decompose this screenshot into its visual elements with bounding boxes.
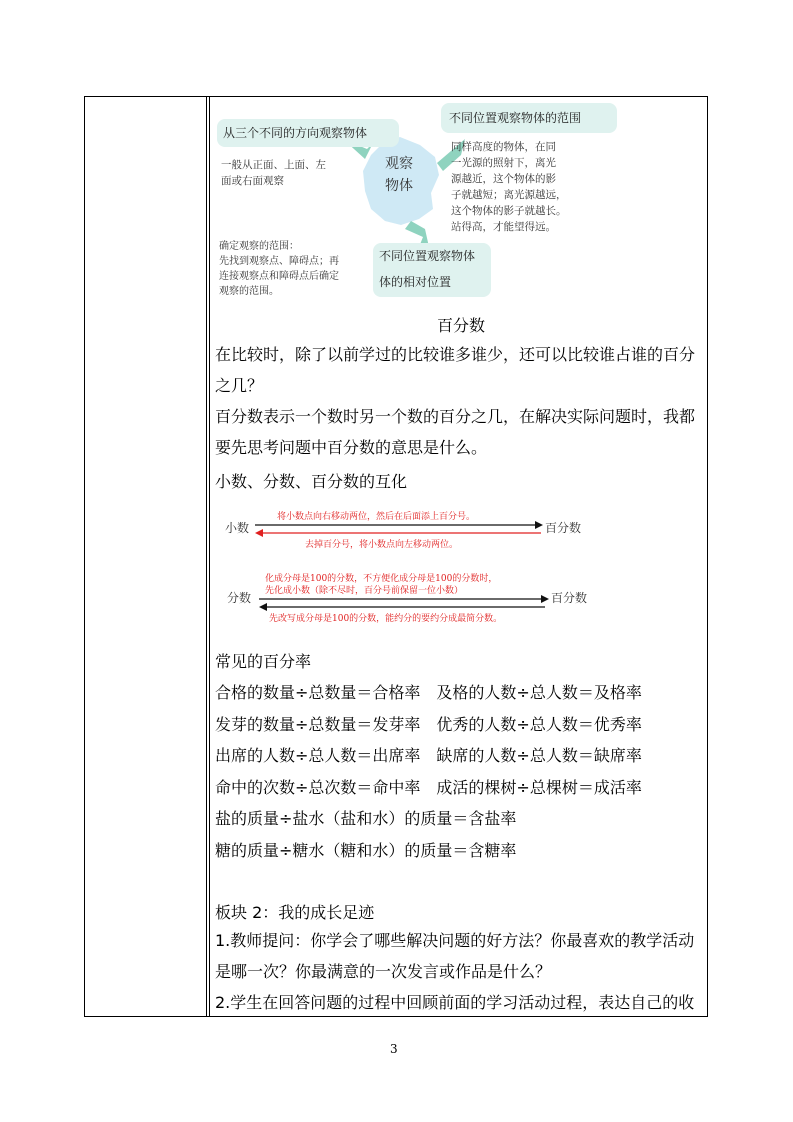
rule-fraction-to-percent-2: 先化成小数（除不尽时，百分号前保留一位小数）	[265, 586, 464, 596]
rate-line: 命中的次数÷总次数＝命中率 成活的棵树÷总棵树＝成活率	[215, 778, 642, 797]
lesson-table	[84, 96, 708, 1017]
note-left: 一般从正面、上面、左 面或右面观察	[221, 159, 326, 187]
label-decimal: 小数	[225, 521, 250, 535]
rate-line: 出席的人数÷总人数＝出席率 缺席的人数÷总人数＝缺席率	[215, 746, 642, 765]
rate-line: 盐的质量÷盐水（盐和水）的质量＝含盐率	[215, 809, 517, 828]
rule-fraction-to-percent-1: 化成分母是100的分数，不方便化成分母是100的分数时，	[265, 574, 498, 584]
rule-percent-to-decimal: 去掉百分号，将小数点向左移动两位。	[305, 540, 459, 550]
column-divider	[206, 97, 207, 1016]
mind-map	[215, 97, 707, 307]
block2-heading: 板块 2：我的成长足迹	[215, 903, 375, 922]
rate-line: 糖的质量÷糖水（糖和水）的质量＝含糖率	[215, 841, 517, 860]
label-percent-2: 百分数	[551, 591, 588, 605]
conversion-diagram-fraction	[215, 569, 635, 629]
box-right: 不同位置观察物体的范围	[441, 103, 617, 133]
page-number: 3	[390, 1042, 398, 1056]
content-cell	[215, 97, 707, 1016]
paragraph-2: 百分数表示一个数时另一个数的百分之几，在解决实际问题时，我都要先思考问题中百分数的意思是什么。	[215, 407, 696, 457]
rates-heading: 常见的百分率	[215, 652, 312, 671]
conversion-diagram-decimal	[215, 501, 635, 557]
rule-percent-to-fraction: 先改写成分母是100的分数，能约分的要约分成最简分数。	[269, 614, 503, 624]
item-1: 1.教师提问：你学会了哪些解决问题的好方法？你最喜欢的教学活动是哪一次？你最满意的一次发言或作品是什么？	[215, 931, 695, 981]
note-right: 同样高度的物体，在同 一光源的照射下，离光 源越近，这个物体的影 子就越短；离光源越远， 这个物体的影子就越长。 站得高，才能望得远。	[451, 141, 567, 233]
box-left: 从三个不同的方向观察物体	[217, 119, 399, 147]
item-2: 2.学生在回答问题的过程中回顾前面的学习活动过程，表达自己的收	[215, 993, 695, 1012]
box-bottom: 不同位置观察物体 体的相对位置	[373, 243, 491, 297]
label-fraction: 分数	[227, 591, 252, 605]
paragraph-1: 在比较时，除了以前学过的比较谁多谁少，还可以比较谁占谁的百分之几？	[215, 345, 696, 395]
column-divider	[209, 97, 210, 1016]
conversion-heading: 小数、分数、百分数的互化	[215, 472, 408, 491]
section-title: 百分数	[437, 316, 486, 335]
center-label: 观察 物体	[385, 156, 413, 194]
label-percent-1: 百分数	[545, 521, 582, 535]
rate-line: 合格的数量÷总数量＝合格率 及格的人数÷总人数＝及格率	[215, 683, 642, 702]
rate-line: 发芽的数量÷总数量＝发芽率 优秀的人数÷总人数＝优秀率	[215, 715, 642, 734]
note-bottom-left: 确定观察的范围： 先找到观察点、障碍点；再 连接观察点和障碍点后确定 观察的范围。	[219, 241, 339, 297]
rule-decimal-to-percent: 将小数点向右移动两位，然后在后面添上百分号。	[277, 512, 476, 522]
